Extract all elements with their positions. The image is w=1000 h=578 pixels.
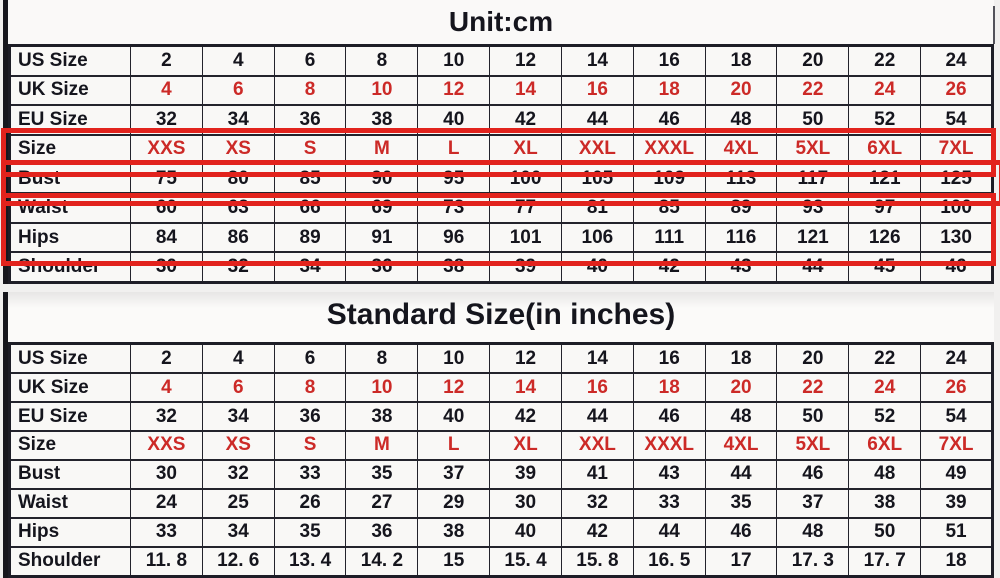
table-cell: 44 [633,518,705,547]
table-cell: 16 [633,46,705,76]
table-row-waist [10,489,993,518]
table-cell: 4 [131,76,203,105]
table-cell: 54 [921,105,993,134]
table-cell: 48 [705,105,777,134]
table-cell: 43 [705,252,777,282]
table-cell: 48 [849,460,921,489]
table-cell: 8 [346,46,418,76]
table-cell: 33 [131,518,203,547]
table-cell: 42 [633,252,705,282]
row-label: Hips [10,518,131,547]
table-row-eu-size [10,105,993,134]
table-cell: 15 [418,547,490,577]
table-cell: 18 [705,344,777,374]
table-cell: 16 [633,344,705,374]
table-cell: 38 [346,402,418,431]
table-cell: 38 [418,252,490,282]
table-cell: 17. 7 [849,547,921,577]
table-cell: 39 [490,252,562,282]
table-cell: 85 [274,164,346,193]
table-cell: 4 [202,46,274,76]
table-cell: 52 [849,105,921,134]
row-label: Shoulder [10,252,131,282]
table-cell: 41 [561,460,633,489]
table-cell: 4 [131,373,203,402]
table-cell: 42 [561,518,633,547]
table-cell: 32 [561,489,633,518]
table-cell: 37 [418,460,490,489]
table-cell: 7XL [921,431,993,460]
table-cell: 30 [131,252,203,282]
cm-size-table [8,44,994,284]
table-cell: 12 [490,46,562,76]
table-cell: 46 [633,105,705,134]
table-cell: XL [490,431,562,460]
table-cell: 84 [131,223,203,252]
table-row-shoulder [10,547,993,577]
table-cell: XS [202,431,274,460]
table-cell: 38 [849,489,921,518]
table-row-uk-size [10,76,993,105]
table-cell: M [346,135,418,164]
table-cell: 22 [777,373,849,402]
table-cell: 113 [705,164,777,193]
table-cell: 4XL [705,431,777,460]
table-cell: XXL [561,431,633,460]
table-cell: 12 [490,344,562,374]
row-label: Waist [10,489,131,518]
table-cell: 8 [274,373,346,402]
table-row-size [10,135,993,164]
table-cell: 10 [418,344,490,374]
table-cell: 37 [777,489,849,518]
table-row-uk-size [10,373,993,402]
table-cell: 30 [490,489,562,518]
table-cell: 34 [202,105,274,134]
table-cell: 73 [418,193,490,222]
table-cell: 38 [346,105,418,134]
table-cell: 36 [346,252,418,282]
table-cell: 85 [633,193,705,222]
table-cell: 40 [561,252,633,282]
table-cell: 26 [921,373,993,402]
table-cell: 14 [561,46,633,76]
table-cell: 117 [777,164,849,193]
table-cell: 6XL [849,431,921,460]
table-cell: L [418,135,490,164]
table-cell: 106 [561,223,633,252]
table-cell: 13. 4 [274,547,346,577]
table-cell: 46 [921,252,993,282]
table-cell: 44 [561,402,633,431]
inches-size-table-section [8,292,994,578]
table-cell: 43 [633,460,705,489]
row-label: Bust [10,164,131,193]
table-cell: XXS [131,431,203,460]
table-cell: 46 [705,518,777,547]
table-cell: 17. 3 [777,547,849,577]
table-cell: 26 [274,489,346,518]
table-cell: 95 [418,164,490,193]
table-cell: 35 [274,518,346,547]
table-cell: 34 [274,252,346,282]
table-row-size [10,431,993,460]
table-cell: 93 [777,193,849,222]
table-cell: 60 [131,193,203,222]
table-cell: 18 [921,547,993,577]
table-cell: 81 [561,193,633,222]
table-cell: XXL [561,135,633,164]
table-row-bust [10,164,993,193]
table-cell: 22 [777,76,849,105]
table-cell: 33 [633,489,705,518]
table-cell: 100 [921,193,993,222]
table-row-shoulder [10,252,993,282]
table-cell: 36 [346,518,418,547]
row-label: Hips [10,223,131,252]
table-cell: 5XL [777,431,849,460]
table-cell: 20 [705,373,777,402]
table-cell: 75 [131,164,203,193]
table-cell: 97 [849,193,921,222]
table-cell: 52 [849,402,921,431]
table-cell: 34 [202,402,274,431]
table-row-waist [10,193,993,222]
table-cell: 25 [202,489,274,518]
table-cell: 14 [490,373,562,402]
table-cell: 101 [490,223,562,252]
table-cell: XXXL [633,431,705,460]
table-cell: 96 [418,223,490,252]
table-cell: 42 [490,105,562,134]
table-cell: 46 [777,460,849,489]
table-cell: 46 [633,402,705,431]
table-cell: 20 [777,46,849,76]
left-edge-bar [3,0,8,284]
table-cell: 36 [274,402,346,431]
table-cell: 11. 8 [131,547,203,577]
table-cell: 49 [921,460,993,489]
table-cell: XXXL [633,135,705,164]
table-cell: 16 [561,373,633,402]
table-cell: 39 [921,489,993,518]
table-cell: XL [490,135,562,164]
table-cell: 5XL [777,135,849,164]
table-cell: 2 [131,344,203,374]
table-cell: 6 [274,344,346,374]
table-cell: 20 [705,76,777,105]
right-edge-line [993,6,995,44]
table-cell: 24 [921,46,993,76]
table-cell: 7XL [921,135,993,164]
table-cell: 35 [705,489,777,518]
table-row-us-size [10,344,993,374]
table-cell: 6XL [849,135,921,164]
table-cell: 90 [346,164,418,193]
table-cell: 86 [202,223,274,252]
table-cell: 32 [131,402,203,431]
table-cell: 2 [131,46,203,76]
table-cell: 16. 5 [633,547,705,577]
table-title-inches: Standard Size(in inches) [8,292,994,342]
row-label: EU Size [10,105,131,134]
table-cell: 40 [490,518,562,547]
table-cell: 63 [202,193,274,222]
table-cell: 6 [274,46,346,76]
table-row-hips [10,223,993,252]
table-cell: 32 [202,460,274,489]
table-cell: 51 [921,518,993,547]
table-cell: 121 [777,223,849,252]
table-cell: 6 [202,373,274,402]
table-cell: 42 [490,402,562,431]
inches-size-table [8,342,994,578]
table-cell: 111 [633,223,705,252]
table-title-cm: Unit:cm [448,6,554,37]
table-cell: 39 [490,460,562,489]
table-cell: 12 [418,76,490,105]
row-label: UK Size [10,373,131,402]
table-cell: 40 [418,105,490,134]
table-cell: 6 [202,76,274,105]
table-cell: 4XL [705,135,777,164]
table-cell: 8 [346,344,418,374]
table-cell: 20 [777,344,849,374]
left-edge-bar [3,292,8,578]
row-label: Shoulder [10,547,131,577]
table-cell: 69 [346,193,418,222]
table-cell: 18 [705,46,777,76]
table-cell: 22 [849,344,921,374]
table-cell: 14. 2 [346,547,418,577]
table-row-bust [10,460,993,489]
cm-size-table-section [8,0,994,284]
table-cell: 16 [561,76,633,105]
table-cell: M [346,431,418,460]
table-cell: L [418,431,490,460]
table-cell: S [274,431,346,460]
table-cell: 24 [921,344,993,374]
table-cell: 8 [274,76,346,105]
table-cell: 24 [849,373,921,402]
table-cell: 80 [202,164,274,193]
table-cell: 130 [921,223,993,252]
table-cell: 54 [921,402,993,431]
table-cell: 48 [705,402,777,431]
table-cell: 121 [849,164,921,193]
table-cell: XXS [131,135,203,164]
table-cell: 126 [849,223,921,252]
table-cell: 40 [418,402,490,431]
table-cell: 38 [418,518,490,547]
table-cell: 26 [921,76,993,105]
table-cell: 45 [849,252,921,282]
table-cell: 4 [202,344,274,374]
row-label: Bust [10,460,131,489]
table-cell: 10 [346,373,418,402]
table-row-eu-size [10,402,993,431]
table-cell: 12. 6 [202,547,274,577]
table-cell: 44 [777,252,849,282]
row-label: UK Size [10,76,131,105]
table-cell: 50 [777,402,849,431]
table-cell: 15. 4 [490,547,562,577]
table-cell: 109 [633,164,705,193]
table-cell: 24 [849,76,921,105]
table-cell: 125 [921,164,993,193]
table-cell: 29 [418,489,490,518]
table-cell: 116 [705,223,777,252]
table-cell: 14 [561,344,633,374]
table-cell: 105 [561,164,633,193]
table-cell: 91 [346,223,418,252]
table-cell: 50 [849,518,921,547]
table-cell: 32 [202,252,274,282]
table-row-us-size [10,46,993,76]
table-row-hips [10,518,993,547]
table-cell: 34 [202,518,274,547]
table-cell: 100 [490,164,562,193]
table-cell: XS [202,135,274,164]
table-cell: 36 [274,105,346,134]
table-cell: 24 [131,489,203,518]
row-label: EU Size [10,402,131,431]
table-cell: 44 [705,460,777,489]
table-cell: 50 [777,105,849,134]
table-cell: 89 [274,223,346,252]
table-cell: 18 [633,373,705,402]
table-cell: 33 [274,460,346,489]
table-cell: 32 [131,105,203,134]
row-label: US Size [10,46,131,76]
table-cell: 17 [705,547,777,577]
table-cell: 66 [274,193,346,222]
table-cell: 18 [633,76,705,105]
table-cell: 15. 8 [561,547,633,577]
table-cell: 10 [418,46,490,76]
table-cell: 44 [561,105,633,134]
row-label: Size [10,431,131,460]
table-cell: 48 [777,518,849,547]
table-cell: 14 [490,76,562,105]
table-cell: 35 [346,460,418,489]
row-label: US Size [10,344,131,374]
table-cell: 22 [849,46,921,76]
table-cell: 89 [705,193,777,222]
table-cell: 10 [346,76,418,105]
table-cell: S [274,135,346,164]
row-label: Waist [10,193,131,222]
table-cell: 12 [418,373,490,402]
table-cell: 30 [131,460,203,489]
row-label: Size [10,135,131,164]
table-cell: 77 [490,193,562,222]
table-cell: 27 [346,489,418,518]
